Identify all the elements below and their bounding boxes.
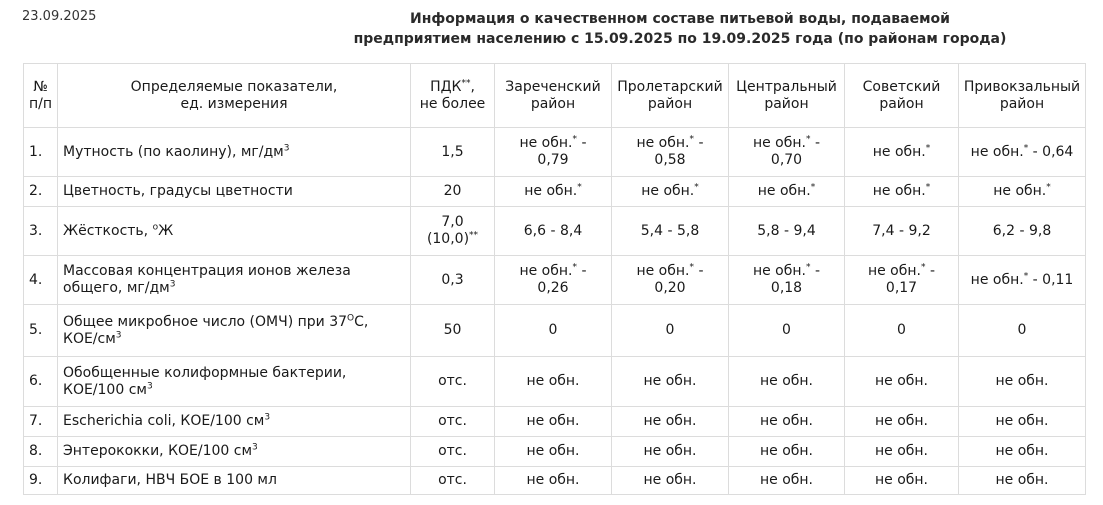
cell-value: не обн. (612, 357, 729, 407)
indicator-text: КОЕ/100 см (63, 381, 147, 398)
cell-value: не обн. (729, 437, 845, 467)
value-text: не обн. (872, 143, 926, 160)
header-district-line2: район (879, 95, 924, 112)
value-text: 0,58 (654, 152, 686, 168)
value-text: не обн. (524, 183, 578, 199)
value-text: 0,18 (770, 280, 803, 296)
cell-value: не обн. (845, 437, 959, 467)
cell-value: не обн. (845, 467, 959, 495)
value-sup: * (925, 142, 931, 153)
cell-value: 7,4 - 9,2 (845, 207, 959, 256)
indicator-text: Жёсткость, (63, 222, 153, 239)
cell-value (959, 128, 1086, 177)
value-text: - 0,64 (1028, 143, 1074, 160)
indicator-sup: О (347, 312, 355, 323)
value-sup: * (810, 182, 816, 193)
indicator-text: Escherichia coli, КОЕ/100 см (63, 413, 265, 429)
indicator-text: Обобщенные колиформные бактерии, (63, 364, 347, 381)
row-num: 3. (24, 207, 58, 256)
cell-value (612, 128, 729, 177)
table-row (24, 128, 1086, 177)
cell-value: не обн. (729, 467, 845, 495)
cell-value (845, 177, 959, 207)
indicator-sup: о (152, 221, 159, 232)
value-text: не обн. (757, 183, 811, 199)
row-pdk (411, 207, 495, 256)
cell-value: 0 (612, 305, 729, 357)
header-pdk-label: ПДК (430, 78, 462, 95)
row-num: 8. (24, 437, 58, 467)
table-row (24, 256, 1086, 305)
value-text: - (810, 263, 821, 279)
value-text: не обн. (872, 183, 926, 199)
value-text: 0,17 (885, 280, 918, 296)
cell-value: не обн. (612, 407, 729, 437)
indicator-sup: 3 (169, 279, 176, 290)
row-pdk: 50 (411, 305, 495, 357)
header-district-zarechensky (495, 64, 612, 128)
page-title (250, 9, 1103, 49)
value-sup: * (1023, 142, 1029, 153)
title-line-1: Информация о качественном составе питьевой воды, подаваемой (410, 11, 950, 27)
value-text: не обн. (993, 183, 1047, 199)
cell-value (495, 256, 612, 305)
pdk-sup: ** (469, 230, 479, 241)
indicator-text: Энтерококки, КОЕ/100 см (63, 443, 253, 459)
row-pdk: отс. (411, 437, 495, 467)
water-quality-table (23, 63, 1086, 495)
header-district-centralny (729, 64, 845, 128)
value-text: - (925, 263, 936, 279)
indicator-sup: 3 (283, 142, 290, 153)
cell-value (729, 128, 845, 177)
pdk-text: 7,0 (441, 214, 464, 230)
title-line-2: предприятием населению с 15.09.2025 по 19.09.2025 года (по районам города) (353, 31, 1007, 47)
row-indicator (58, 305, 411, 357)
cell-value (495, 177, 612, 207)
cell-value: не обн. (959, 407, 1086, 437)
value-text: не обн. (970, 271, 1024, 288)
row-num: 9. (24, 467, 58, 495)
cell-value: не обн. (612, 437, 729, 467)
row-pdk: отс. (411, 407, 495, 437)
cell-value (612, 177, 729, 207)
cell-value: не обн. (495, 407, 612, 437)
row-indicator (58, 437, 411, 467)
value-text: не обн. (519, 263, 573, 279)
cell-value: 6,6 - 8,4 (495, 207, 612, 256)
row-pdk: 20 (411, 177, 495, 207)
value-sup: * (921, 262, 926, 273)
header-indicator-line2: ед. измерения (180, 95, 288, 112)
table-row (24, 467, 1086, 495)
indicator-text: общего, мг/дм (63, 280, 170, 296)
row-pdk: отс. (411, 467, 495, 495)
row-pdk: отс. (411, 357, 495, 407)
value-sup: * (925, 182, 931, 193)
header-district-line2: район (647, 95, 693, 112)
row-num: 5. (24, 305, 58, 357)
row-indicator: Колифаги, НВЧ БОЕ в 100 мл (58, 467, 411, 495)
header-district-line1: Привокзальный (963, 78, 1081, 95)
cell-value: 0 (495, 305, 612, 357)
value-text: 0,26 (537, 280, 569, 296)
cell-value: не обн. (612, 467, 729, 495)
value-text: не обн. (636, 135, 690, 151)
cell-value: не обн. (959, 467, 1086, 495)
table-row (24, 357, 1086, 407)
cell-value: 6,2 - 9,8 (959, 207, 1086, 256)
cell-value: не обн. (495, 437, 612, 467)
value-text: не обн. (867, 263, 921, 279)
cell-value (959, 256, 1086, 305)
value-sup: * (572, 134, 577, 145)
header-district-line2: район (764, 95, 809, 112)
cell-value: 5,4 - 5,8 (612, 207, 729, 256)
header-district-line1: Зареченский (505, 78, 601, 95)
cell-value: 5,8 - 9,4 (729, 207, 845, 256)
value-text: - 0,11 (1028, 271, 1074, 288)
value-text: - (577, 135, 587, 151)
indicator-text: Мутность (по каолину), мг/дм (63, 143, 284, 160)
indicator-text: Массовая концентрация ионов железа (63, 263, 351, 279)
value-sup: * (694, 182, 699, 193)
table-row (24, 207, 1086, 256)
header-indicator-line1: Определяемые показатели, (130, 78, 338, 95)
cell-value: не обн. (959, 357, 1086, 407)
value-text: 0,79 (537, 152, 569, 168)
cell-value (495, 128, 612, 177)
value-sup: * (806, 262, 811, 273)
row-pdk: 1,5 (411, 128, 495, 177)
row-indicator (58, 407, 411, 437)
value-sup: * (806, 134, 811, 145)
cell-value (959, 177, 1086, 207)
cell-value: не обн. (729, 407, 845, 437)
table-row (24, 407, 1086, 437)
cell-value: не обн. (495, 357, 612, 407)
indicator-sup: 3 (264, 412, 271, 423)
table-row (24, 437, 1086, 467)
indicator-text: КОЕ/см (63, 330, 116, 347)
header-pdk-sup: ** (461, 77, 471, 88)
header-district-line1: Пролетарский (617, 78, 723, 95)
indicator-sup: 3 (115, 329, 122, 340)
value-sup: * (1023, 270, 1029, 281)
row-num: 2. (24, 177, 58, 207)
value-sup: * (689, 262, 694, 273)
header-num (24, 64, 58, 128)
header-district-line2: район (530, 95, 576, 112)
value-text: - (694, 263, 704, 279)
indicator-text: Ж (158, 222, 174, 239)
value-sup: * (577, 182, 582, 193)
cell-value: 0 (845, 305, 959, 357)
cell-value: 0 (729, 305, 845, 357)
cell-value: 0 (959, 305, 1086, 357)
value-text: не обн. (636, 263, 690, 279)
row-num: 6. (24, 357, 58, 407)
header-district-privokzalny (959, 64, 1086, 128)
header-district-proletarsky (612, 64, 729, 128)
table-header-row (24, 64, 1086, 128)
cell-value (845, 128, 959, 177)
pdk-text: (10,0) (426, 231, 470, 247)
indicator-sup: 3 (146, 380, 153, 391)
value-text: - (810, 135, 821, 151)
header-pdk-line2: не более (419, 95, 486, 112)
row-indicator (58, 357, 411, 407)
value-text: не обн. (641, 183, 695, 199)
row-num: 7. (24, 407, 58, 437)
table-row (24, 177, 1086, 207)
report-date: 23.09.2025 (22, 9, 97, 24)
value-text: 0,20 (654, 280, 686, 296)
cell-value: не обн. (495, 467, 612, 495)
value-text: не обн. (752, 263, 806, 279)
header-indicator (58, 64, 411, 128)
row-num: 4. (24, 256, 58, 305)
row-indicator (58, 256, 411, 305)
table-row (24, 305, 1086, 357)
row-indicator (58, 128, 411, 177)
indicator-text: С, (354, 313, 369, 330)
cell-value (729, 256, 845, 305)
cell-value: не обн. (845, 407, 959, 437)
cell-value: не обн. (729, 357, 845, 407)
value-text: 0,70 (770, 152, 803, 168)
cell-value (845, 256, 959, 305)
row-num: 1. (24, 128, 58, 177)
row-pdk: 0,3 (411, 256, 495, 305)
value-sup: * (1046, 182, 1051, 193)
header-num-label: № п/п (28, 78, 53, 112)
value-text: - (694, 135, 704, 151)
header-district-sovetsky (845, 64, 959, 128)
value-text: не обн. (970, 143, 1024, 160)
cell-value (612, 256, 729, 305)
indicator-sup: 3 (252, 442, 258, 453)
row-indicator (58, 207, 411, 256)
cell-value (729, 177, 845, 207)
value-text: - (577, 263, 587, 279)
header-pdk: ПДК**, не более (411, 64, 495, 128)
header-district-line2: район (999, 95, 1045, 112)
cell-value: не обн. (959, 437, 1086, 467)
header-district-line1: Центральный (736, 78, 837, 95)
value-sup: * (572, 262, 577, 273)
value-sup: * (689, 134, 694, 145)
value-text: не обн. (519, 135, 573, 151)
cell-value: не обн. (845, 357, 959, 407)
header-district-line1: Советский (862, 78, 941, 95)
value-text: не обн. (752, 135, 806, 151)
indicator-text: Общее микробное число (ОМЧ) при 37 (63, 313, 348, 330)
row-indicator: Цветность, градусы цветности (58, 177, 411, 207)
